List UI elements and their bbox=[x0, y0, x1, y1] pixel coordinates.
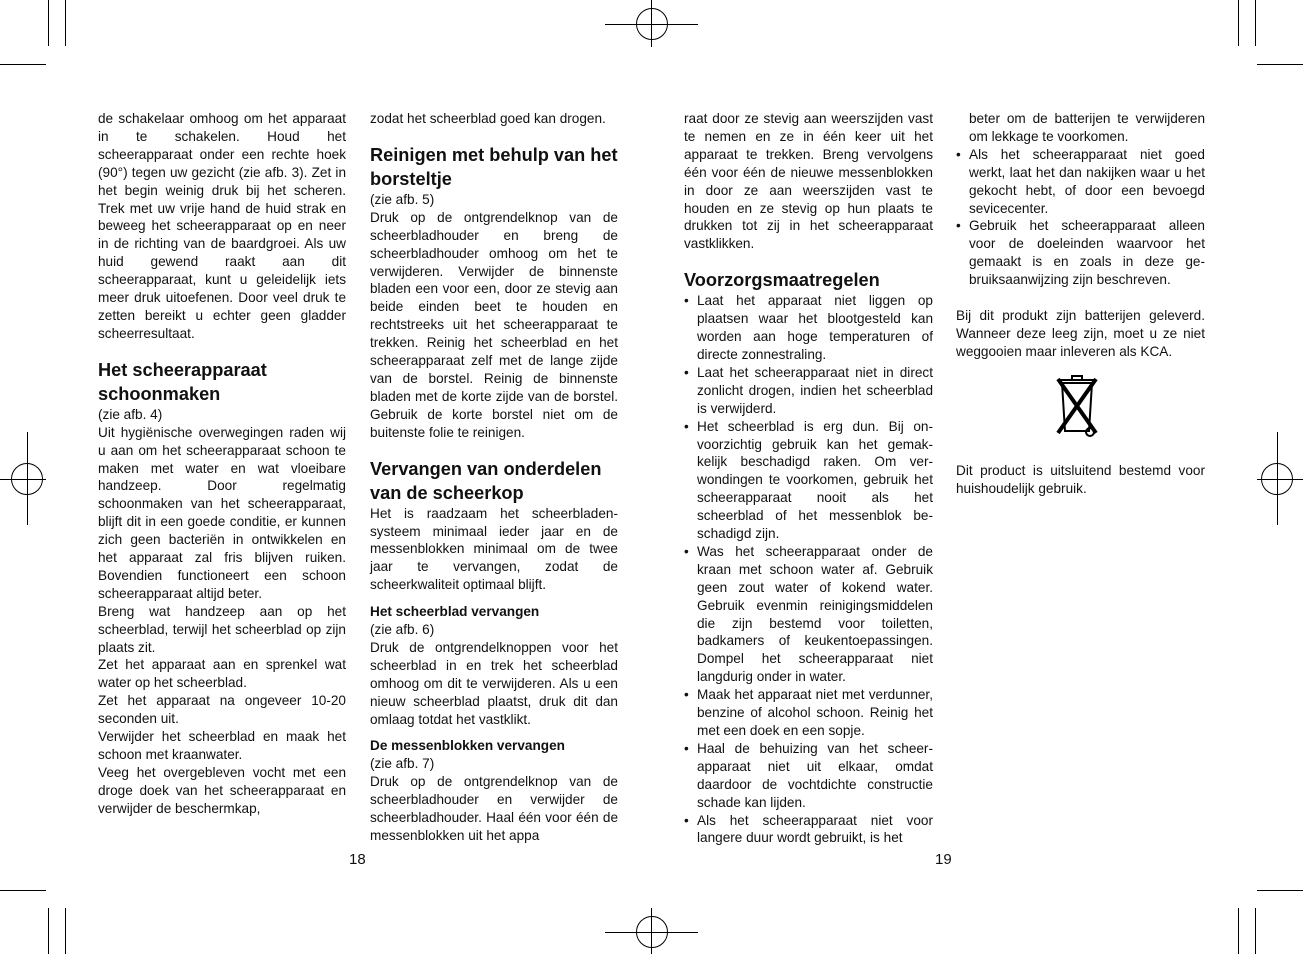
paragraph: Druk de ontgrendelknoppen voor het scheerblad in en trek het scheerblad omhoog om dit te verwijderen. Als u een nieuw scheerblad plaatst, druk dit dan omlaag totdat het vastklikt. bbox=[370, 639, 618, 727]
paragraph: Breng wat handzeep aan op het scheerblad, terwijl het scheerblad op zijn plaats zit. bbox=[98, 603, 346, 655]
paragraph: zodat het scheerblad goed kan drogen. bbox=[370, 111, 606, 126]
page-number-left: 18 bbox=[349, 851, 366, 868]
crop-mark bbox=[1255, 0, 1256, 46]
figure-reference: (zie afb. 4) bbox=[98, 406, 163, 422]
list-item: • Was het scheerapparaat onder de kraan met schoon water af. Gebruik geen zout water of kokend water. Gebruik evenmin reinigingsmiddelen die zijn bestemd voor toiletten, badkamers of keukentoepassingen. Dompel het scheerapparaat niet langdurig onder in water. bbox=[684, 543, 933, 686]
paragraph: Het is raadzaam het scheerbladensysteem minimaal ieder jaar en de messenblokken minimaal om de twee jaar te vervangen, zodat de scheerkwaliteit optimaal blijft. bbox=[370, 505, 618, 593]
paragraph: de schakelaar omhoog om het apparaat in te schakelen. Houd het scheerapparaat onder een rechte hoek (90°) tegen uw gezicht (zie afb. 3). Zet in het begin weinig druk bij het scheren. Trek met uw vrije hand de huid strak en beweeg het scheerapparaat op en neer in de richting van de baardgroei. Als uw huid gewend raakt aan dit scheerapparaat, kunt u geleidelijk iets meer druk uitoefenen. Door veel druk te zetten bereikt u echter geen gladder scheerresultaat. bbox=[98, 111, 346, 341]
crop-mark bbox=[48, 0, 49, 46]
crop-mark bbox=[65, 0, 66, 46]
paragraph: Zet het apparaat na ongeveer 10-20 seconden uit. bbox=[98, 693, 346, 727]
crop-mark bbox=[1255, 908, 1256, 954]
paragraph: Druk op de ontgrendelknop van de scheerbladhouder en breng de scheerbladhouder omhoog om het te verwijderen. Verwijder de binnenste bladen een voor een, door ze stevig aan beide einden beet te houden en rechtstreeks uit het scheerapparaat te trekken. Reinig het scheerblad en het scheerapparaat zelf met de lange zijde van de borstel. Reinig de binnenste bladen met de korte zijde van de borstel. Gebruik de korte borstel niet om de buitenste folie te reinigen. bbox=[370, 209, 618, 440]
list-item: • Laat het apparaat niet liggen op plaatsen waar het blootgesteld kan worden aan hoge temperaturen of directe zonnestraling. bbox=[684, 292, 933, 364]
paragraph: raat door ze stevig aan weerszijden vast te nemen en ze in één keer uit het apparaat te trekken. Breng vervolgens één voor één de nieuwe messenblokken in door ze aan weerszijden vast te houden en ze stevig op hun plaats te drukken tot zij in het scheerapparaat vastklikken. bbox=[684, 111, 933, 252]
figure-reference: (zie afb. 7) bbox=[370, 756, 435, 772]
list-item: • Laat het scheerapparaat niet in direct zonlicht drogen, indien het scheerblad is verwijderd. bbox=[684, 364, 933, 418]
battery-disposal-text: Bij dit produkt zijn batterijen geleverd. Wanneer deze leeg zijn, moet u ze niet weggooien maar inleveren als KCA. bbox=[956, 308, 1205, 359]
figure-reference: (zie afb. 6) bbox=[370, 622, 435, 638]
paragraph: Verwijder het scheerblad en maak het schoon met kraanwater. bbox=[98, 729, 346, 762]
paragraph: Uit hygiënische overwegingen raden wij u aan om het scheerapparaat schoon te maken met water en wat vloeibare handzeep. Door regelmatig schoonmaken van het scheerapparaat, blijft dit in een goede conditie, er kunnen zich geen bacteriën in ontwikkelen en het apparaat zal fris blijven ruiken. Bovendien functioneert een schoon scheerapparaat altijd beter. bbox=[98, 424, 346, 601]
subheading-replace-foil: Het scheerblad vervangen bbox=[370, 604, 540, 620]
section-heading-replace-parts: Vervangen van onderdelen van de scheerkop bbox=[370, 458, 602, 503]
column-4 bbox=[956, 110, 1205, 498]
page-number-right: 19 bbox=[935, 851, 952, 868]
crop-mark bbox=[1238, 908, 1239, 954]
section-heading-cleaning: Het scheerapparaat schoonmaken bbox=[98, 359, 267, 404]
list-item: • Het scheerblad is erg dun. Bij onvoorzichtig gebruik kan het gemakkelijk beschadigd raken. Om verwondingen te voorkomen, gebruik het scheerapparaat nooit als het scheerblad of het messenblok beschadigd zijn. bbox=[684, 418, 933, 543]
list-item: • Maak het apparaat niet met verdunner, benzine of alcohol schoon. Reinig het met een doek en een sopje. bbox=[684, 686, 933, 740]
list-item: • Gebruik het scheerapparaat alleen voor de doeleinden waarvoor het gemaakt is en zoals in deze gebruiksaanwijzing zijn beschreven. bbox=[956, 217, 1205, 289]
precautions-list bbox=[684, 292, 933, 847]
household-use-text: Dit product is uitsluitend bestemd voor huishoudelijk gebruik. bbox=[956, 462, 1205, 496]
list-item: • Als het scheerapparaat niet goed werkt, laat het dan nakijken waar u het gekocht hebt, of door een bevoegd sevicecenter. bbox=[956, 146, 1205, 218]
crop-mark bbox=[1257, 64, 1303, 65]
section-heading-precautions: Voorzorgsmaatregelen bbox=[684, 270, 880, 291]
list-item: • Als het scheerapparaat niet voor langere duur wordt gebruikt, is het bbox=[684, 812, 933, 848]
crop-mark bbox=[65, 908, 66, 954]
subheading-replace-blades: De messenblokken vervangen bbox=[370, 738, 565, 754]
column-3 bbox=[684, 110, 933, 847]
crop-mark bbox=[0, 64, 46, 65]
paragraph: Veeg het overgebleven vocht met een droge doek van het scheerapparaat en verwijder de beschermkap, bbox=[98, 764, 346, 816]
list-continuation: beter om de batterijen te verwijderen om lekkage te voorkomen. bbox=[969, 111, 1205, 144]
precautions-list-continued bbox=[956, 146, 1205, 289]
paragraph: Druk op de ontgrendelknop van de scheerbladhouder en verwijder de scheerbladhouder. Haal één voor één de messenblokken uit het appa bbox=[370, 774, 618, 843]
section-heading-brush: Reinigen met behulp van het borsteltje bbox=[370, 144, 618, 189]
paragraph: Zet het apparaat aan en sprenkel wat water op het scheerblad. bbox=[98, 657, 346, 691]
figure-reference: (zie afb. 5) bbox=[370, 191, 435, 207]
crop-mark bbox=[0, 890, 46, 891]
column-1 bbox=[98, 110, 346, 818]
column-2 bbox=[370, 110, 618, 845]
crop-mark bbox=[1257, 890, 1303, 891]
list-item: • Haal de behuizing van het scheerapparaat niet uit elkaar, omdat daardoor de vochtdichte constructie schade kan lijden. bbox=[684, 740, 933, 812]
crop-mark bbox=[1238, 0, 1239, 46]
crop-mark bbox=[48, 908, 49, 954]
crossed-out-bin-icon bbox=[1052, 369, 1102, 439]
